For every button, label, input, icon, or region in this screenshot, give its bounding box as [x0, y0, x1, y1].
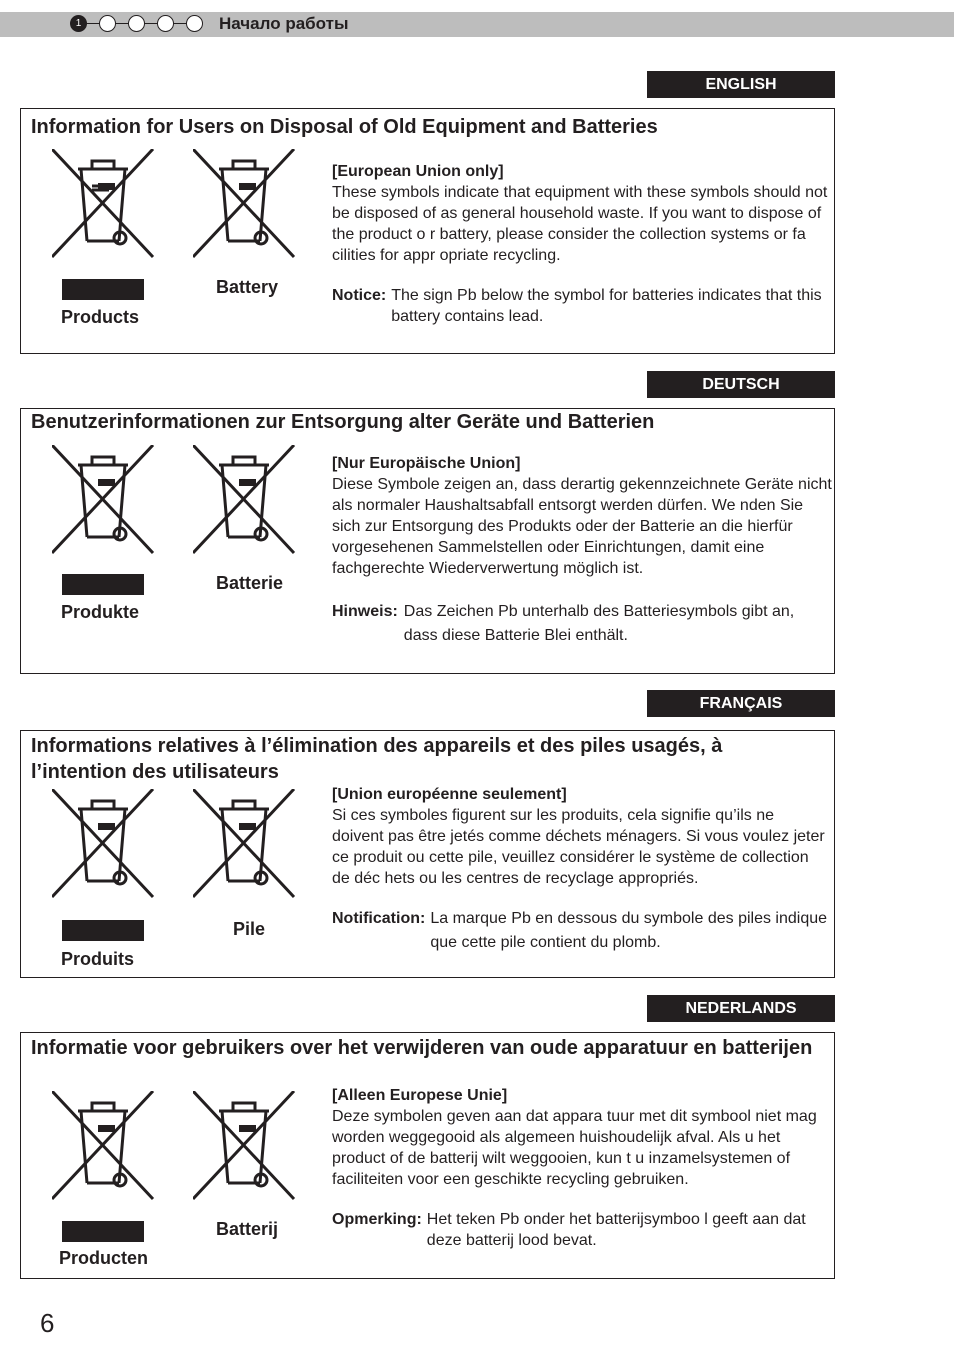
disposal-panel-francais: [20, 730, 835, 978]
disposal-text: [332, 1085, 835, 1190]
disposal-body: Si ces symboles figurent sur les produits, cela signifie qu’ils ne doivent pas être jetés comme déchets ménagers. Si vous voulez jeter ce produit ou cette pile, veuillez considérer le système de collection de déc hets ou les centres de recyclage appropriés.: [332, 807, 825, 887]
notice-label: Notification:: [332, 910, 426, 927]
crossed-bin-icon: [52, 445, 156, 555]
crossed-bin-battery-icon: [193, 1091, 297, 1201]
panel-title: Information for Users on Disposal of Old Equipment and Batteries: [31, 116, 658, 138]
battery-label: Battery: [216, 277, 279, 297]
notice-label: Hinweis:: [332, 603, 398, 620]
disposal-panel-nederlands: [20, 1032, 835, 1279]
crossed-bin-battery-icon: [193, 789, 297, 899]
panel-title: Benutzerinformationen zur Entsorgung alter Geräte und Batterien: [31, 411, 655, 433]
notice-text: The sign Pb below the symbol for batteries indicates that this battery contains lead.: [391, 287, 822, 325]
notice: [332, 285, 832, 327]
notice-label: Opmerking:: [332, 1211, 422, 1228]
notice-text: Das Zeichen Pb unterhalb des Batteriesymbols gibt an, dass diese Batterie Blei enthält.: [403, 603, 795, 644]
crossed-bin-battery-icon: [193, 445, 297, 555]
disposal-panel-english: [20, 108, 835, 354]
products-black-bar: [62, 1221, 144, 1242]
crossed-bin-icon: [52, 1091, 156, 1201]
disposal-text: [332, 453, 832, 579]
products-black-bar: [62, 574, 144, 595]
disposal-body: Deze symbolen geven aan dat appara tuur met dit symbool niet mag worden weggegooid als algemeen huishoudelijk afval. Als u het product of de batterij wilt weggooien, kun t u inzamelsystemen of faciliteiten voor een geschikte recycling gebruiken.: [332, 1108, 817, 1188]
language-tag-deutsch: DEUTSCH: [647, 371, 835, 398]
header-bar: [0, 12, 954, 37]
region-label: [Alleen Europese Unie]: [332, 1087, 508, 1104]
chapter-title: Начало работы: [219, 14, 349, 33]
notice-label: Notice:: [332, 287, 387, 304]
step-2: [99, 15, 116, 32]
products-label: Producten: [59, 1248, 149, 1268]
crossed-bin-battery-icon: [193, 149, 297, 259]
region-label: [Nur Europäische Union]: [332, 455, 521, 472]
language-tag-francais: FRANÇAIS: [647, 690, 835, 717]
notice: [332, 600, 832, 648]
battery-label: Batterij: [216, 1219, 279, 1239]
panel-title: Informations relatives à l’élimination des appareils et des piles usagés, à l’intention des utilisateurs: [31, 735, 723, 783]
battery-label: Pile: [233, 919, 266, 939]
page-number: 6: [40, 1308, 55, 1338]
step-5: [186, 15, 203, 32]
notice-text: Het teken Pb onder het batterijsymboo l geeft aan dat deze batterij lood bevat.: [426, 1211, 806, 1249]
disposal-body: Diese Symbole zeigen an, dass derartig gekennzeichnete Geräte nicht als normaler Haushaltsabfall entsorgt werden dürfen. We nden Sie sich zur Entsorgung des Produkts oder der Batterie an die hierfür vorgesehenen Sammelstellen oder Einrichtungen, damit eine fachgerechte Wiederverwertung möglich ist.: [332, 476, 832, 577]
crossed-bin-icon: [52, 789, 156, 899]
notice: [332, 907, 832, 955]
step-4: [157, 15, 174, 32]
panel-title: Informatie voor gebruikers over het verwijderen van oude apparatuur en batterijen: [31, 1037, 813, 1059]
notice: [332, 1209, 832, 1251]
notice-text: La marque Pb en dessous du symbole des piles indique que cette pile contient du plomb.: [430, 910, 828, 951]
disposal-text: [332, 161, 837, 266]
step-1: 1: [70, 15, 87, 32]
step-3: [128, 15, 145, 32]
products-label: Produkte: [61, 602, 140, 622]
disposal-text: [332, 784, 827, 889]
crossed-bin-icon: [52, 149, 156, 259]
battery-label: Batterie: [216, 573, 284, 593]
disposal-panel-deutsch: [20, 408, 835, 674]
region-label: [European Union only]: [332, 163, 504, 180]
products-label: Produits: [61, 949, 135, 969]
language-tag-nederlands: NEDERLANDS: [647, 995, 835, 1022]
products-label: Products: [61, 307, 140, 327]
region-label: [Union européenne seulement]: [332, 786, 567, 803]
language-tag-english: ENGLISH: [647, 71, 835, 98]
disposal-body: These symbols indicate that equipment with these symbols should not be disposed of as general household waste. If you want to dispose of the product o r battery, please consider the collection systems or fa cilities for appr opriate recycling.: [332, 184, 828, 264]
products-black-bar: [62, 920, 144, 941]
products-black-bar: [62, 279, 144, 300]
